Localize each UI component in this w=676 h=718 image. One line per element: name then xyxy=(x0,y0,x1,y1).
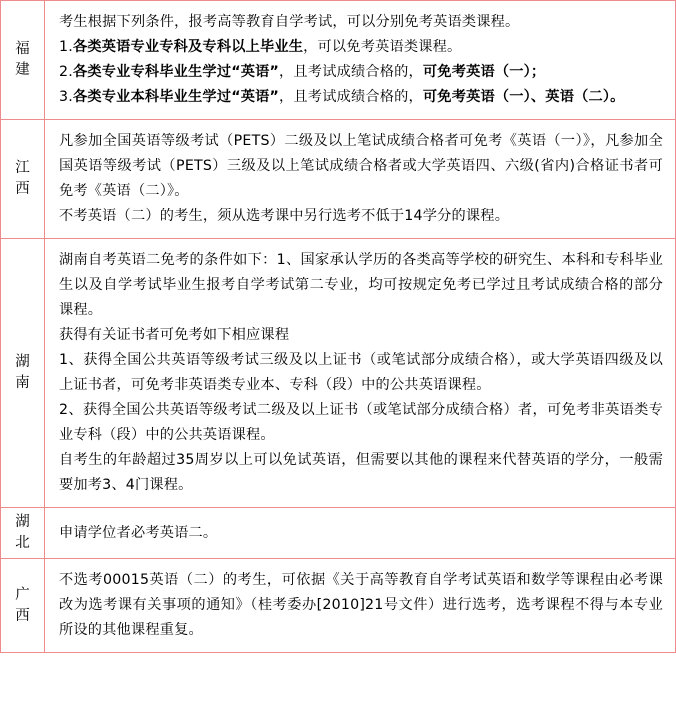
table-row xyxy=(1,559,676,653)
policy-paragraph: 不考英语（二）的考生，须从选考课中另行选考不低于14学分的课程。 xyxy=(59,208,510,224)
text-run: 2. xyxy=(59,64,73,80)
text-run-bold: 可免考英语（一）； xyxy=(422,64,546,80)
text-run-bold: 各类英语专业专科及专科以上毕业生 xyxy=(72,39,304,55)
region-cell xyxy=(1,1,45,120)
policy-paragraph xyxy=(59,60,663,85)
policy-content-cell xyxy=(45,239,676,508)
region-label: 福建 xyxy=(15,41,30,78)
region-label: 湖北 xyxy=(15,514,30,551)
table-row xyxy=(1,508,676,559)
policy-paragraph: 不选考00015英语（二）的考生，可依据《关于高等教育自学考试英语和数学等课程由必考课改为选考课有关事项的通知》（桂考委办[2010]21号文件）进行选考，选考课程不得与本专业所设的其他课程重复。 xyxy=(59,572,663,638)
policy-paragraph xyxy=(59,85,663,110)
table-body xyxy=(1,1,676,653)
region-cell xyxy=(1,559,45,653)
text-run: ，可以免考英语类课程。 xyxy=(303,39,462,55)
text-run: 3. xyxy=(59,89,73,105)
text-run-bold: 各类专业本科毕业生学过“英语” xyxy=(72,89,280,105)
policy-content-cell xyxy=(45,120,676,239)
region-label: 江西 xyxy=(15,160,30,197)
policy-paragraph: 获得有关证书者可免考如下相应课程 xyxy=(59,327,290,343)
text-run: ，且考试成绩合格的， xyxy=(279,89,423,105)
policy-content-cell xyxy=(45,559,676,653)
policy-paragraph xyxy=(59,10,663,35)
policy-content-cell xyxy=(45,1,676,120)
policy-content-cell xyxy=(45,508,676,559)
policy-paragraph: 1、获得全国公共英语等级考试三级及以上证书（或笔试部分成绩合格），或大学英语四级及以上证书者，可免考非英语类专业本、专科（段）中的公共英语课程。 xyxy=(59,352,663,393)
policy-paragraph: 凡参加全国英语等级考试（PETS）二级及以上笔试成绩合格者可免考《英语（一）》，凡参加全国英语等级考试（PETS）三级及以上笔试成绩合格者或大学英语四、六级(省内)合格证书者可免考《英语（二）》。 xyxy=(59,133,663,199)
policy-paragraph: 2、获得全国公共英语等级考试二级及以上证书（或笔试部分成绩合格）者，可免考非英语类专业专科（段）中的公共英语课程。 xyxy=(59,402,663,443)
table-row xyxy=(1,239,676,508)
region-cell xyxy=(1,120,45,239)
text-run: ，且考试成绩合格的， xyxy=(279,64,423,80)
text-run-bold: 可免考英语（一）、英语（二）。 xyxy=(422,89,625,105)
region-label: 湖南 xyxy=(15,354,30,391)
policy-paragraph: 申请学位者必考英语二。 xyxy=(59,524,218,541)
region-cell xyxy=(1,239,45,508)
text-run: 考生根据下列条件，报考高等教育自学考试，可以分别免考英语类课程。 xyxy=(59,14,520,30)
text-run-bold: 各类专业专科毕业生学过“英语” xyxy=(72,64,280,80)
region-cell xyxy=(1,508,45,559)
table-row xyxy=(1,120,676,239)
policy-paragraph: 自考生的年龄超过35周岁以上可以免试英语，但需要以其他的课程来代替英语的学分，一般需要加考3、4门课程。 xyxy=(59,452,663,493)
policy-paragraph: 湖南自考英语二免考的条件如下：1、国家承认学历的各类高等学校的研究生、本科和专科毕业生以及自学考试毕业生报考自学考试第二专业，均可按规定免考已学过且考试成绩合格的部分课程。 xyxy=(59,252,663,318)
text-run: 1. xyxy=(59,39,73,55)
region-label: 广西 xyxy=(15,586,30,624)
table-row xyxy=(1,1,676,120)
policy-paragraph xyxy=(59,35,663,60)
